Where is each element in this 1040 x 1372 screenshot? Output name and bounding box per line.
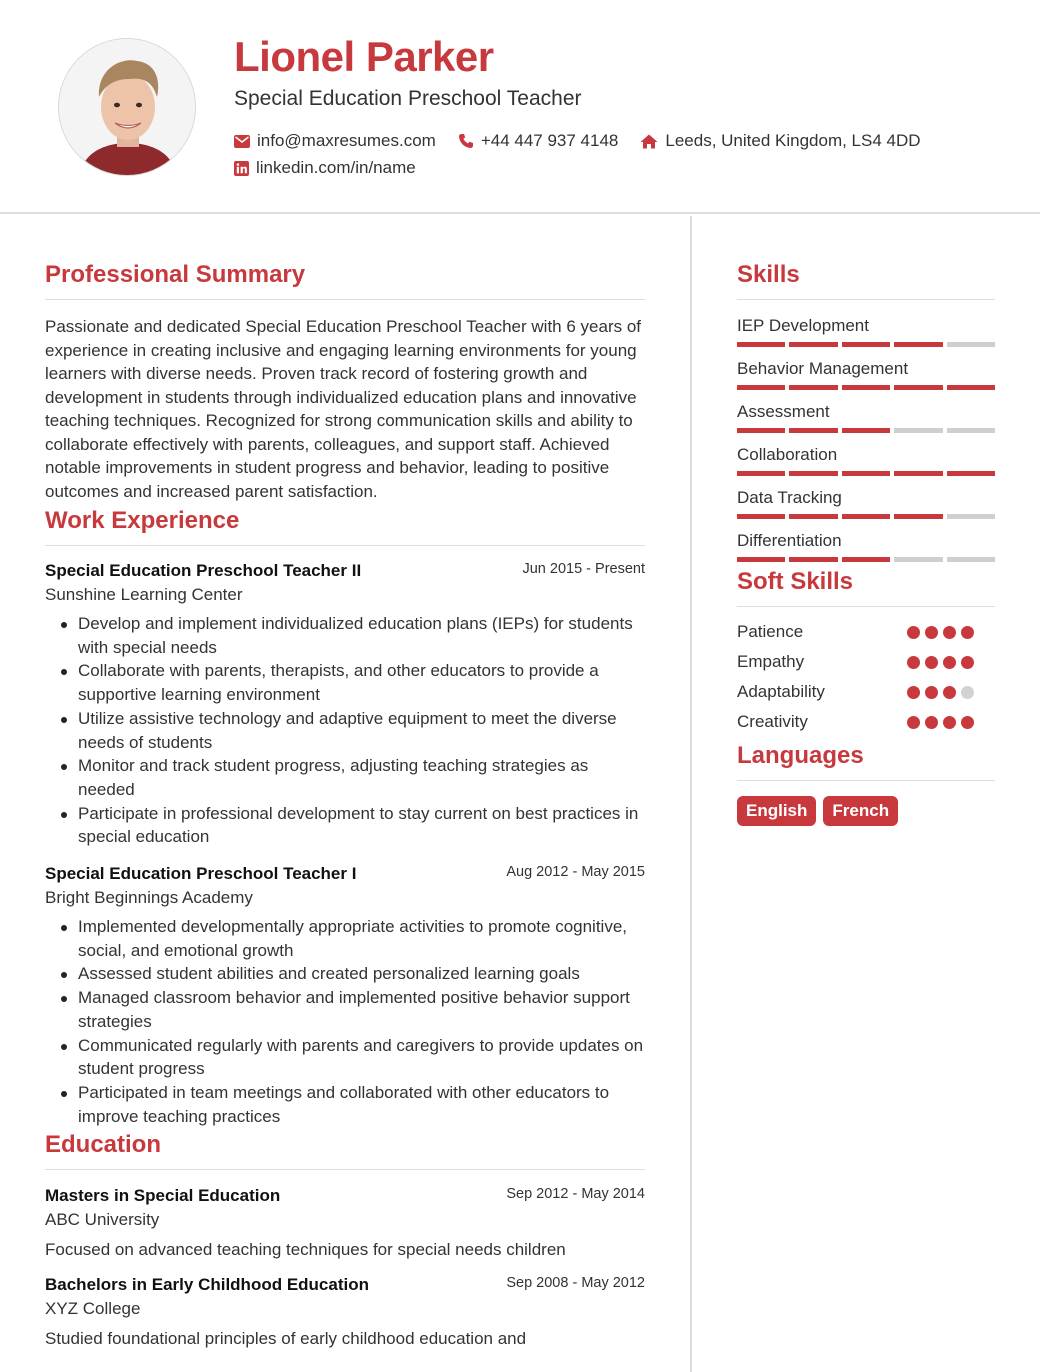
skill-level-segment (789, 428, 837, 433)
skill-level-segment (894, 471, 942, 476)
soft-skill-rating (907, 686, 974, 699)
duty-item: Utilize assistive technology and adaptive equipment to meet the diverse needs of students (59, 707, 645, 754)
rating-dot (907, 686, 920, 699)
rating-dot (907, 626, 920, 639)
side-column (737, 258, 995, 826)
skill-level-segment (947, 514, 995, 519)
skill-level-segment (842, 428, 890, 433)
duty-item: Implemented developmentally appropriate activities to promote cognitive, social, and emotional growth (59, 915, 645, 962)
duty-item: Monitor and track student progress, adjusting teaching strategies as needed (59, 754, 645, 801)
rating-dot (961, 626, 974, 639)
soft-skill-rating (907, 716, 974, 729)
rating-dot (925, 716, 938, 729)
rating-dot (907, 716, 920, 729)
education-description: Focused on advanced teaching techniques for special needs children (45, 1240, 566, 1260)
candidate-name: Lionel Parker (234, 33, 494, 80)
soft-skills-list (737, 617, 995, 737)
education-date: Sep 2012 - May 2014 (506, 1186, 645, 1203)
phone-text: +44 447 937 4148 (480, 131, 619, 150)
phone-icon (458, 133, 474, 149)
rating-dot (943, 656, 956, 669)
soft-skill-name: Empathy (737, 652, 805, 671)
duty-item: Develop and implement individualized education plans (IEPs) for students with special needs (59, 612, 645, 659)
skill-level-segment (947, 557, 995, 562)
candidate-title: Special Education Preschool Teacher (234, 87, 582, 110)
skill-level-segment (947, 471, 995, 476)
skill-item-iep-development (737, 315, 995, 347)
job-duties (59, 915, 645, 1128)
education-heading: Education (45, 1128, 645, 1170)
school-name: ABC University (45, 1210, 160, 1230)
soft-skill-creativity (737, 707, 995, 737)
soft-skill-name: Creativity (737, 712, 808, 731)
job-date: Aug 2012 - May 2015 (506, 864, 645, 881)
skill-item-data-tracking (737, 487, 995, 519)
job-title: Special Education Preschool Teacher I (45, 864, 357, 884)
skill-level-segment (789, 385, 837, 390)
school-name: XYZ College (45, 1299, 141, 1319)
linkedin-icon (234, 161, 249, 176)
soft-skill-adaptability (737, 677, 995, 707)
skill-item-assessment (737, 401, 995, 433)
duty-item: Assessed student abilities and created personalized learning goals (59, 962, 645, 986)
duty-item: Communicated regularly with parents and caregivers to provide updates on student progress (59, 1034, 645, 1081)
education-item (45, 1184, 645, 1261)
skill-level-segment (842, 385, 890, 390)
skill-level-segment (894, 428, 942, 433)
soft-skill-rating (907, 656, 974, 669)
location-text: Leeds, United Kingdom, LS4 4DD (665, 131, 921, 150)
languages-heading: Languages (737, 739, 995, 781)
soft-skill-name: Adaptability (737, 682, 825, 701)
skill-level-segment (737, 428, 785, 433)
skill-level-segment (737, 385, 785, 390)
language-badge-french: French (823, 796, 898, 826)
skill-level-segment (842, 342, 890, 347)
contact-linkedin[interactable] (234, 158, 416, 178)
skill-name: Collaboration (737, 445, 838, 464)
degree-title: Bachelors in Early Childhood Education (45, 1275, 369, 1295)
soft-skill-empathy (737, 647, 995, 677)
degree-title: Masters in Special Education (45, 1186, 281, 1206)
summary-section (45, 258, 645, 503)
skill-level-segment (894, 557, 942, 562)
skill-item-collaboration (737, 444, 995, 476)
skill-level-bar (737, 385, 995, 390)
home-icon (640, 134, 658, 149)
duty-item: Participated in team meetings and collaborated with other educators to improve teaching practices (59, 1081, 645, 1128)
experience-heading: Work Experience (45, 504, 645, 546)
skill-name: IEP Development (737, 316, 869, 335)
job-date: Jun 2015 - Present (522, 561, 645, 577)
soft-skills-section (737, 565, 995, 737)
skill-level-segment (894, 385, 942, 390)
rating-dot (943, 626, 956, 639)
skills-heading: Skills (737, 258, 995, 300)
rating-dot (907, 656, 920, 669)
skill-level-segment (894, 514, 942, 519)
rating-dot (943, 686, 956, 699)
column-divider (690, 216, 692, 1372)
rating-dot (961, 686, 974, 699)
rating-dot (925, 656, 938, 669)
profile-photo (58, 38, 196, 176)
soft-skill-patience (737, 617, 995, 647)
skill-level-bar (737, 471, 995, 476)
skill-level-bar (737, 557, 995, 562)
education-section (45, 1128, 645, 1350)
skill-level-segment (947, 385, 995, 390)
languages-list (737, 796, 995, 826)
skill-level-segment (894, 342, 942, 347)
skill-level-bar (737, 342, 995, 347)
duty-item: Managed classroom behavior and implemented positive behavior support strategies (59, 986, 645, 1033)
skill-level-segment (947, 342, 995, 347)
job-title: Special Education Preschool Teacher II (45, 561, 362, 580)
duty-item: Participate in professional development to stay current on best practices in special education (59, 802, 645, 849)
contact-email[interactable] (234, 131, 436, 151)
rating-dot (925, 686, 938, 699)
education-description: Studied foundational principles of early childhood education and (45, 1329, 527, 1349)
skill-item-differentiation (737, 530, 995, 562)
rating-dot (961, 716, 974, 729)
soft-skill-name: Patience (737, 622, 804, 641)
skill-level-segment (737, 471, 785, 476)
company-name: Sunshine Learning Center (45, 585, 243, 604)
experience-section (45, 504, 645, 1128)
skill-name: Assessment (737, 402, 830, 421)
skill-level-segment (947, 428, 995, 433)
contact-info (234, 128, 1014, 182)
skill-name: Behavior Management (737, 359, 909, 378)
education-date: Sep 2008 - May 2012 (506, 1275, 645, 1292)
skill-level-bar (737, 428, 995, 433)
linkedin-text: linkedin.com/in/name (256, 158, 416, 177)
summary-heading: Professional Summary (45, 258, 645, 300)
rating-dot (943, 716, 956, 729)
email-text: info@maxresumes.com (257, 131, 436, 150)
job-item (45, 559, 645, 849)
skills-list (737, 315, 995, 562)
skill-level-segment (789, 342, 837, 347)
skills-section (737, 258, 995, 562)
resume-header (0, 0, 1040, 214)
job-item (45, 862, 645, 1128)
language-badge-english: English (737, 796, 816, 826)
skill-item-behavior-management (737, 358, 995, 390)
skill-level-segment (737, 342, 785, 347)
contact-phone[interactable] (458, 131, 619, 151)
rating-dot (961, 656, 974, 669)
skill-level-segment (842, 514, 890, 519)
skill-name: Data Tracking (737, 488, 842, 507)
skill-level-segment (789, 471, 837, 476)
skill-level-segment (737, 514, 785, 519)
skill-level-segment (789, 514, 837, 519)
contact-location (640, 131, 920, 151)
summary-text: Passionate and dedicated Special Education Preschool Teacher with 6 years of experience in creating inclusive and engaging learning environments for young learners with diverse needs. Proven track record of fostering growth and development in students through individualized education plans and innovative teaching techniques. Recognized for strong communication skills and ability to collaborate effectively with parents, colleagues, and support staff. Achieved notable improvements in student progress and behavior, leading to positive outcomes and increased parent satisfaction. (45, 317, 642, 501)
skill-level-segment (842, 471, 890, 476)
avatar-illustration (59, 39, 196, 176)
soft-skill-rating (907, 626, 974, 639)
skill-level-segment (842, 557, 890, 562)
job-duties (59, 612, 645, 849)
main-column (45, 258, 645, 1362)
envelope-icon (234, 135, 250, 148)
rating-dot (925, 626, 938, 639)
skill-name: Differentiation (737, 531, 842, 550)
skill-level-segment (789, 557, 837, 562)
skill-level-bar (737, 514, 995, 519)
soft-skills-heading: Soft Skills (737, 565, 995, 607)
duty-item: Collaborate with parents, therapists, and other educators to provide a supportive learning environment (59, 659, 645, 706)
company-name: Bright Beginnings Academy (45, 888, 253, 908)
languages-section (737, 739, 995, 826)
skill-level-segment (737, 557, 785, 562)
education-item (45, 1273, 645, 1350)
